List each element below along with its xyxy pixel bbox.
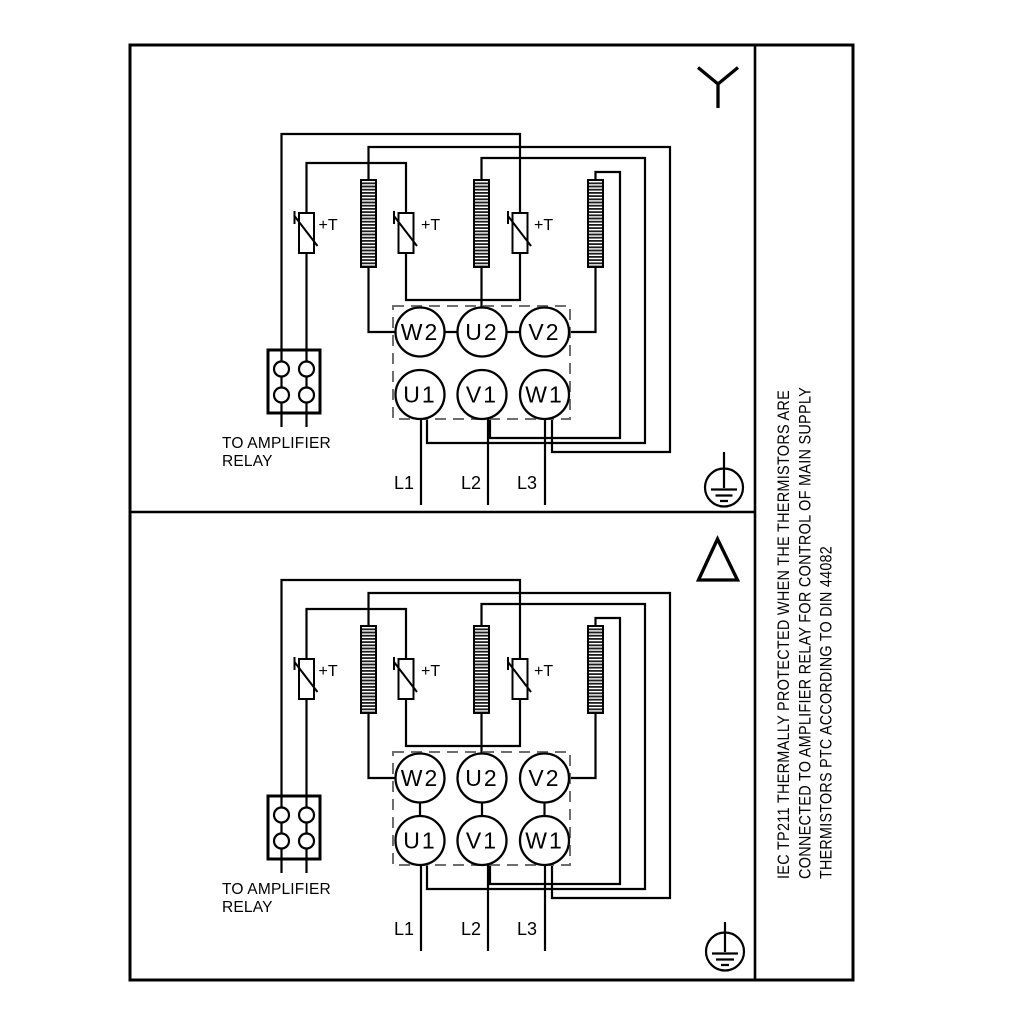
delta-link-segments	[420, 803, 545, 817]
terminal-label: V2	[528, 319, 561, 345]
terminal-w1	[520, 370, 569, 419]
terminal-u2	[458, 754, 507, 803]
earth-ground-icon	[705, 452, 743, 507]
motor-winding-icon	[474, 180, 489, 267]
delta-symbol-icon	[699, 539, 738, 580]
motor-winding-icon	[588, 180, 603, 267]
terminal-v2	[520, 308, 569, 357]
relay-caption-line2: RELAY	[222, 899, 273, 916]
terminal-label: W2	[400, 319, 440, 345]
terminal-label: W2	[400, 765, 440, 791]
terminal-u2	[458, 308, 507, 357]
terminal-w2	[396, 754, 445, 803]
supply-label-l2: L2	[461, 919, 482, 939]
motor-winding-icon	[361, 626, 376, 713]
relay-caption-line2: RELAY	[222, 453, 273, 470]
earth-ground-icon	[706, 922, 744, 971]
terminal-w2	[396, 308, 445, 357]
side-note-line2: CONNECTED TO AMPLIFIER RELAY FOR CONTROL OF MAIN SUPPLY	[795, 300, 815, 879]
relay-caption-line1: TO AMPLIFIER	[222, 881, 331, 898]
panel-star	[222, 68, 743, 507]
terminal-v1	[458, 370, 507, 419]
side-note-line1: IEC TP211 THERMALLY PROTECTED WHEN THE THERMISTORS ARE	[774, 305, 793, 879]
thermistor-icon	[394, 211, 417, 253]
motor-winding-icon	[361, 180, 376, 267]
terminal-label: V1	[465, 381, 499, 408]
terminal-v2	[520, 754, 569, 803]
supply-label-l1: L1	[394, 473, 415, 493]
thermistor-icon	[394, 657, 417, 699]
thermistor-icon	[508, 211, 531, 253]
thermistor-label: +T	[534, 663, 554, 680]
supply-label-l1: L1	[394, 919, 415, 939]
motor-winding-icon	[474, 626, 489, 713]
supply-label-l3: L3	[517, 473, 538, 493]
panel-delta	[222, 539, 744, 971]
amplifier-relay-block	[268, 796, 320, 859]
terminal-label: W1	[525, 381, 564, 408]
motor-winding-icon	[588, 626, 603, 713]
terminal-u1	[396, 370, 445, 419]
thermistor-icon	[508, 657, 531, 699]
terminal-label: U1	[403, 827, 437, 854]
terminal-label: V1	[465, 827, 499, 854]
terminal-w1	[520, 816, 569, 865]
thermistor-label: +T	[421, 217, 441, 234]
terminal-label: V2	[528, 765, 561, 791]
terminal-label: U1	[403, 381, 437, 408]
star-symbol-icon	[698, 68, 738, 109]
thermistor-label: +T	[421, 663, 441, 680]
terminal-label: U2	[465, 319, 499, 345]
terminal-u1	[396, 816, 445, 865]
side-note-line3: THERMISTORS PTC ACCORDING TO DIN 44082	[816, 484, 836, 879]
amplifier-relay-block	[268, 350, 320, 413]
supply-label-l3: L3	[517, 919, 538, 939]
thermistor-label: +T	[534, 217, 554, 234]
terminal-v1	[458, 816, 507, 865]
relay-caption-line1: TO AMPLIFIER	[222, 435, 331, 452]
thermistor-label: +T	[318, 217, 338, 234]
thermistor-icon	[295, 211, 318, 253]
supply-label-l2: L2	[461, 473, 482, 493]
thermistor-icon	[295, 657, 318, 699]
terminal-label: W1	[525, 827, 564, 854]
thermistor-label: +T	[318, 663, 338, 680]
side-note	[774, 300, 836, 879]
terminal-label: U2	[465, 765, 499, 791]
